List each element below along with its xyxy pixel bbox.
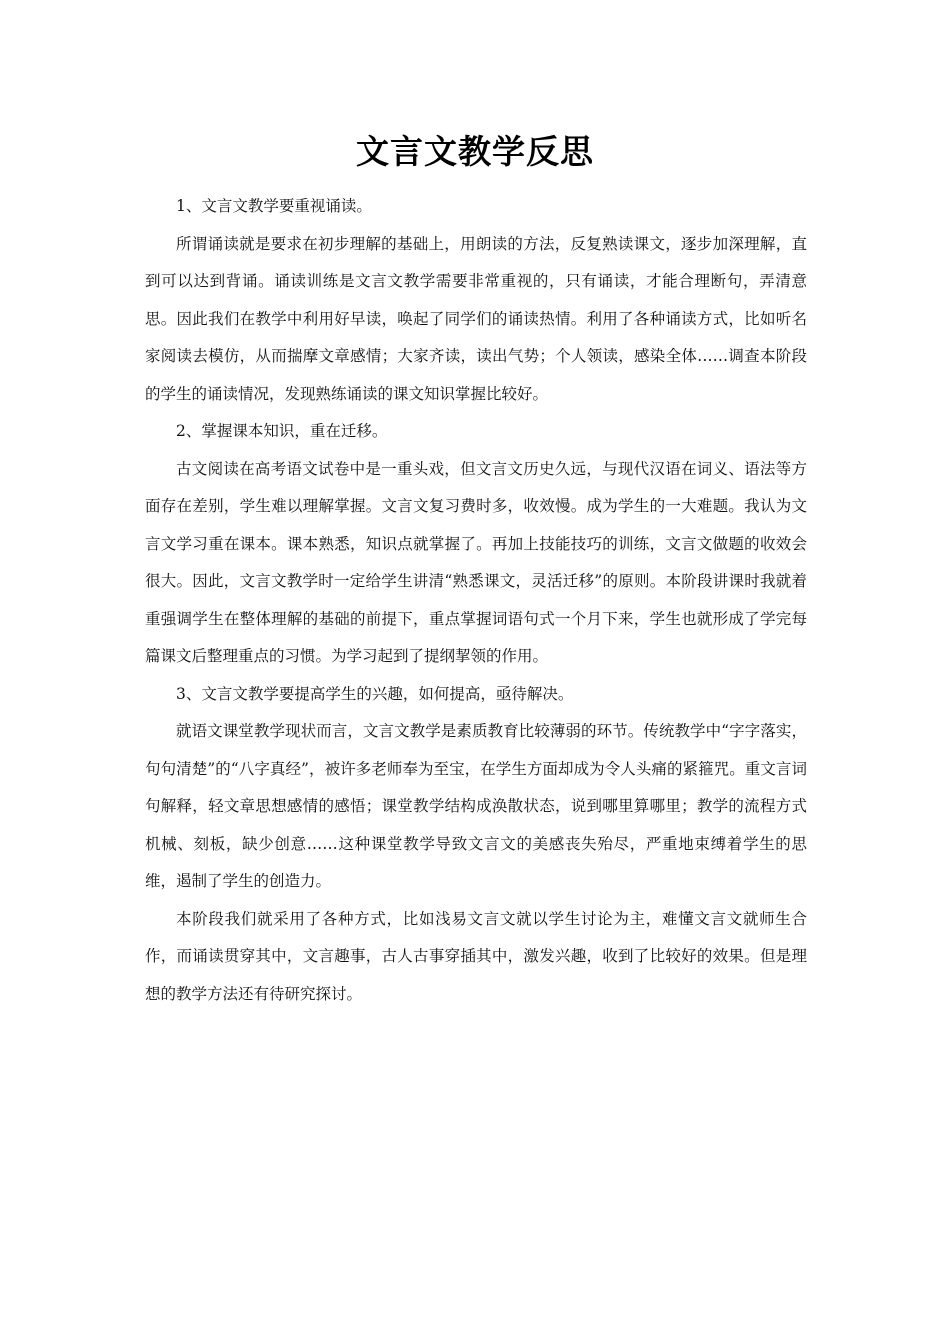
section-1-paragraph-1: 所谓诵读就是要求在初步理解的基础上，用朗读的方法，反复熟读课文，逐步加深理解，直到可以达到背诵。诵读训练是文言文教学需要非常重视的，只有诵读，才能合理断句，弄清意思。因此我们在教学中利用好早读，唤起了同学们的诵读热情。利用了各种诵读方式，比如听名家阅读去模仿，从而揣摩文章感情；大家齐读，读出气势；个人领读，感染全体……调查本阶段的学生的诵读情况，发现熟练诵读的课文知识掌握比较好。: [145, 234, 807, 403]
section-heading-3: 3、文言文教学要提高学生的兴趣，如何提高，亟待解决。: [176, 684, 574, 703]
section-3-paragraph-1: 就语文课堂教学现状而言，文言文教学是素质教育比较薄弱的环节。传统教学中“字字落实，句句清楚”的“八字真经”，被许多老师奉为至宝，在学生方面却成为令人头痛的紧箍咒。重文言词句解释，轻文章思想感情的感悟；课堂教学结构成涣散状态，说到哪里算哪里；教学的流程方式机械、刻板，缺少创意……这种课堂教学导致文言文的美感丧失殆尽，严重地束缚着学生的思维，遏制了学生的创造力。: [145, 722, 807, 890]
document-title: 文言文教学反思: [356, 132, 594, 171]
section-2-paragraph-1: 古文阅读在高考语文试卷中是一重头戏，但文言文历史久远，与现代汉语在词义、语法等方面存在差别，学生难以理解掌握。文言文复习费时多，收效慢。成为学生的一大难题。我认为文言文学习重在课本。课本熟悉，知识点就掌握了。再加上技能技巧的训练，文言文做题的收效会很大。因此，文言文教学时一定给学生讲清“熟悉课文，灵活迁移”的原则。本阶段讲课时我就着重强调学生在整体理解的基础的前提下，重点掌握词语句式一个月下来，学生也就形成了学完每篇课文后整理重点的习惯。为学习起到了提纲挈领的作用。: [145, 459, 807, 665]
section-3-paragraph-2: 本阶段我们就采用了各种方式，比如浅易文言文就以学生讨论为主，难懂文言文就师生合作，而诵读贯穿其中，文言趣事，古人古事穿插其中，激发兴趣，收到了比较好的效果。但是理想的教学方法还有待研究探讨。: [145, 909, 807, 1003]
section-heading-2: 2、掌握课本知识，重在迁移。: [176, 422, 388, 440]
document-body: [145, 188, 807, 1013]
section-heading-1: 1、文言文教学要重视诵读。: [176, 197, 372, 215]
